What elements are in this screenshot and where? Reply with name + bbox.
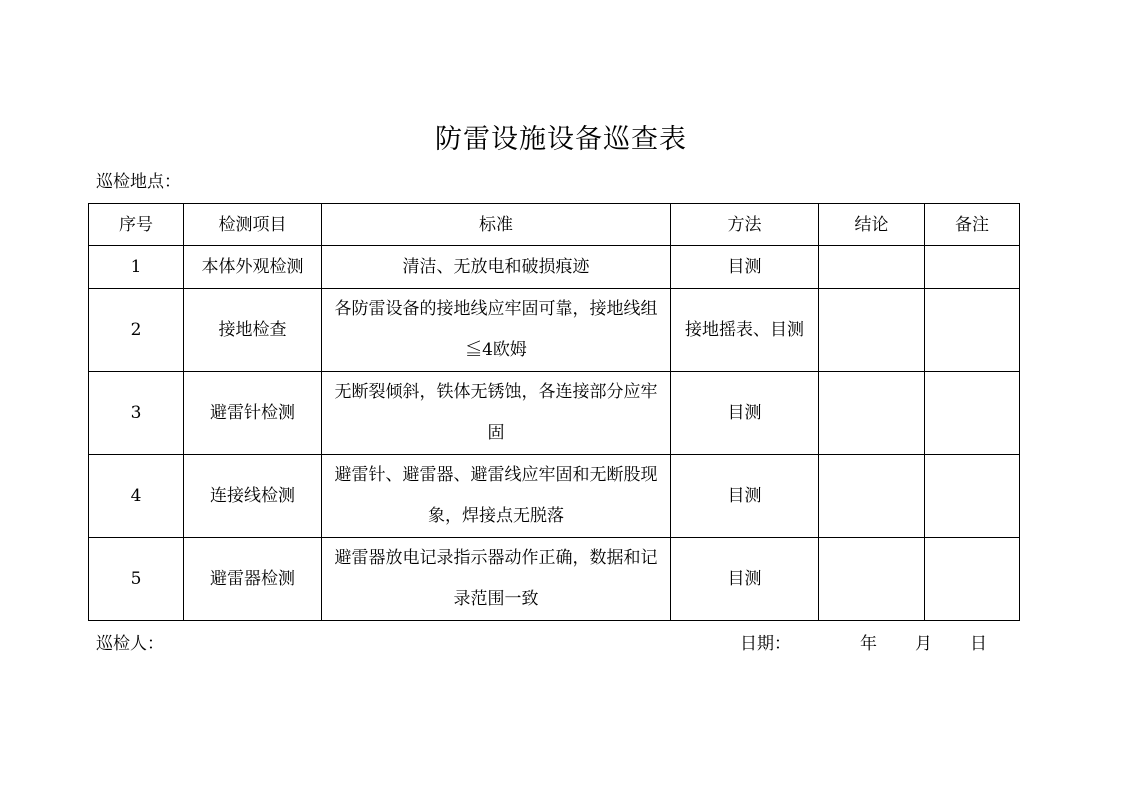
cell-conclusion[interactable] bbox=[819, 372, 925, 455]
cell-standard: 清洁、无放电和破损痕迹 bbox=[322, 246, 671, 289]
cell-remark[interactable] bbox=[925, 246, 1020, 289]
header-method: 方法 bbox=[671, 204, 819, 246]
date-label: 日期： bbox=[740, 634, 791, 654]
inspector-label: 巡检人： bbox=[96, 634, 164, 654]
header-remark: 备注 bbox=[925, 204, 1020, 246]
month-label: 月 bbox=[915, 634, 932, 654]
cell-no: 3 bbox=[89, 372, 184, 455]
table-row bbox=[89, 538, 1020, 621]
cell-method: 目测 bbox=[671, 372, 819, 455]
cell-no: 4 bbox=[89, 455, 184, 538]
cell-method: 接地摇表、目测 bbox=[671, 289, 819, 372]
cell-remark[interactable] bbox=[925, 538, 1020, 621]
header-no: 序号 bbox=[89, 204, 184, 246]
header-standard: 标准 bbox=[322, 204, 671, 246]
day-label: 日 bbox=[970, 634, 987, 654]
header-conclusion: 结论 bbox=[819, 204, 925, 246]
cell-remark[interactable] bbox=[925, 289, 1020, 372]
cell-remark[interactable] bbox=[925, 455, 1020, 538]
inspection-location-label: 巡检地点： bbox=[96, 172, 181, 192]
cell-item: 连接线检测 bbox=[184, 455, 322, 538]
cell-standard: 无断裂倾斜，铁体无锈蚀，各连接部分应牢固 bbox=[322, 372, 671, 455]
cell-item: 避雷针检测 bbox=[184, 372, 322, 455]
cell-method: 目测 bbox=[671, 246, 819, 289]
cell-standard: 避雷针、避雷器、避雷线应牢固和无断股现象，焊接点无脱落 bbox=[322, 455, 671, 538]
cell-no: 2 bbox=[89, 289, 184, 372]
cell-standard: 各防雷设备的接地线应牢固可靠，接地线组≦4欧姆 bbox=[322, 289, 671, 372]
table-row bbox=[89, 246, 1020, 289]
cell-method: 目测 bbox=[671, 538, 819, 621]
cell-no: 1 bbox=[89, 246, 184, 289]
table-header-row bbox=[89, 204, 1020, 246]
cell-conclusion[interactable] bbox=[819, 455, 925, 538]
table-row bbox=[89, 455, 1020, 538]
cell-conclusion[interactable] bbox=[819, 289, 925, 372]
date-line bbox=[740, 634, 1025, 654]
cell-standard: 避雷器放电记录指示器动作正确，数据和记录范围一致 bbox=[322, 538, 671, 621]
cell-method: 目测 bbox=[671, 455, 819, 538]
header-item: 检测项目 bbox=[184, 204, 322, 246]
cell-no: 5 bbox=[89, 538, 184, 621]
cell-item: 接地检查 bbox=[184, 289, 322, 372]
cell-item: 避雷器检测 bbox=[184, 538, 322, 621]
cell-conclusion[interactable] bbox=[819, 246, 925, 289]
year-label: 年 bbox=[860, 634, 877, 654]
cell-item: 本体外观检测 bbox=[184, 246, 322, 289]
table-row bbox=[89, 372, 1020, 455]
cell-conclusion[interactable] bbox=[819, 538, 925, 621]
document-title: 防雷设施设备巡查表 bbox=[435, 124, 687, 155]
table-row bbox=[89, 289, 1020, 372]
inspection-table bbox=[88, 203, 1020, 621]
cell-remark[interactable] bbox=[925, 372, 1020, 455]
